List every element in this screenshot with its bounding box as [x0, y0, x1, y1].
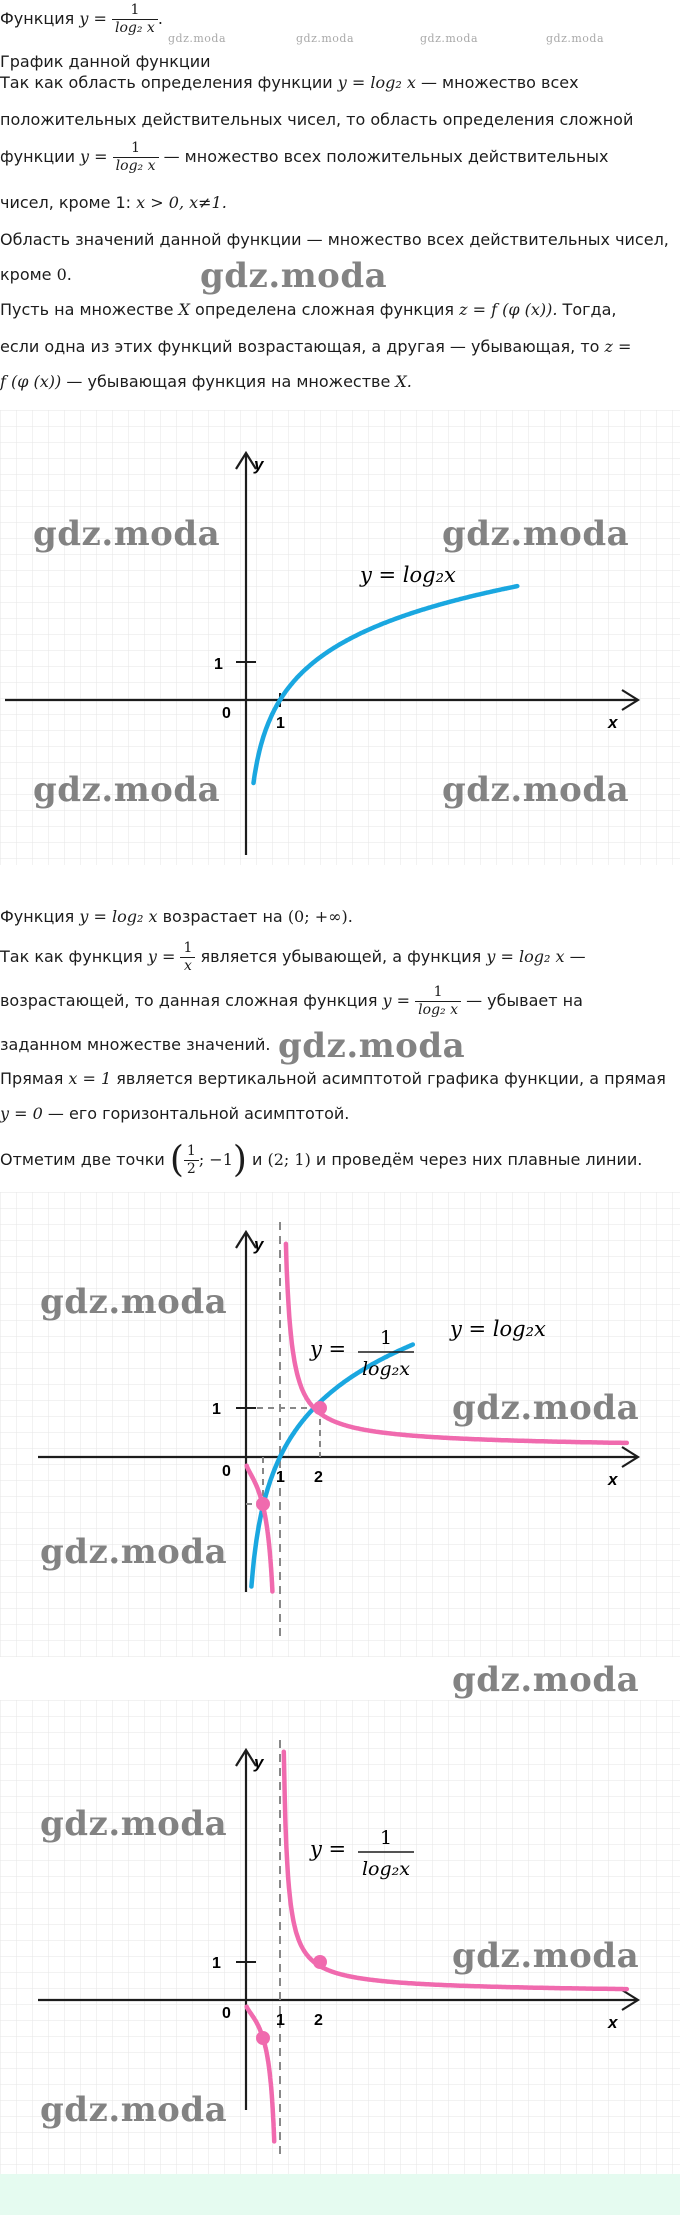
watermark: gdz.moda	[278, 1026, 466, 1066]
watermark: gdz.moda	[452, 1660, 640, 1700]
point-half-minus1	[256, 2031, 270, 2045]
watermark: gdz.moda	[40, 1804, 228, 1844]
curve-label-log: y = log₂x	[450, 1317, 546, 1341]
text-line: Прямая x = 1 является вертикальной асимптотой графика функции, а прямая	[0, 1069, 666, 1088]
watermark: gdz.moda	[442, 770, 630, 810]
reciprocal-label-num: 1	[379, 1827, 393, 1849]
text-line: заданном множестве значений.	[0, 1035, 271, 1054]
text-line: f (φ (x)) — убывающая функция на множестве X.	[0, 372, 412, 391]
curve-label-reciprocal: y =	[310, 1337, 347, 1361]
point-half-minus1	[256, 1497, 270, 1511]
watermark: gdz.moda	[452, 1936, 640, 1976]
curve-label-reciprocal: y =	[310, 1837, 347, 1861]
watermark: gdz.moda	[296, 32, 355, 45]
text-line: Отметим две точки ( $\frac{1}{2}$ ; −1) и (2; 1) и проведём через них плавные линии.	[0, 1139, 643, 1181]
text-line: Так как функция y = $\frac{1}{x}$ является убывающей, а функция y = log₂ x —	[0, 940, 586, 974]
watermark: gdz.moda	[452, 1388, 640, 1428]
point-2-1	[313, 1401, 327, 1415]
origin-label: 0	[222, 1463, 231, 1480]
graph-log2-and-reciprocal	[0, 1192, 680, 1657]
tick-label-x1: 1	[276, 1469, 285, 1486]
tick-label-y1: 1	[212, 1955, 221, 1972]
point-2-1	[313, 1955, 327, 1969]
text-line-function-def: Функция y = $\frac{1}{\text{log₂ x}}$ .	[0, 2, 163, 36]
tick-label-x1: 1	[276, 2012, 285, 2029]
reciprocal-label-den: log₂x	[361, 1858, 411, 1880]
text-line: y = 0 — его горизонтальной асимптотой.	[0, 1104, 350, 1123]
watermark: gdz.moda	[40, 2090, 228, 2130]
watermark: gdz.moda	[168, 32, 227, 45]
origin-label: 0	[222, 705, 231, 722]
graph-reciprocal	[0, 1700, 680, 2174]
x-axis-label: x	[608, 713, 618, 732]
tick-label-y1: 1	[212, 1401, 221, 1418]
curve-label-log: y = log₂x	[360, 563, 456, 587]
watermark: gdz.moda	[33, 514, 221, 554]
watermark: gdz.moda	[40, 1532, 228, 1572]
fraction: $\frac{1}{\text{log₂ x}}$	[112, 2, 158, 37]
footer-band	[0, 2174, 680, 2215]
watermark: gdz.moda	[420, 32, 479, 45]
text-line: функции y = $\frac{1}{\text{log₂ x}}$ — множество всех положительных действительных	[0, 140, 609, 174]
text-line: Область значений данной функции — множество всех действительных чисел,	[0, 230, 669, 249]
y-axis-label: y	[254, 1753, 264, 1772]
tick-label-x2: 2	[314, 1469, 323, 1486]
y-axis-label: y	[254, 455, 264, 474]
y-axis-label: y	[254, 1235, 264, 1254]
text-line: Так как область определения функции y = log₂ x — множество всех	[0, 73, 579, 92]
text-line: Пусть на множестве X определена сложная функция z = f (φ (x)). Тогда,	[0, 300, 617, 319]
text-line: положительных действительных чисел, то область определения сложной	[0, 110, 634, 129]
text-line: Функция y = log₂ x возрастает на (0; +∞).	[0, 907, 353, 926]
text-line: если одна из этих функций возрастающая, а другая — убывающая, то z =	[0, 337, 632, 356]
watermark: gdz.moda	[546, 32, 605, 45]
tick-label-x1: 1	[276, 715, 285, 732]
tick-label-x2: 2	[314, 2012, 323, 2029]
x-axis-label: x	[608, 1470, 618, 1489]
text-line: возрастающей, то данная сложная функция y = $\frac{1}{\text{log₂ x}}$ — убывает на	[0, 984, 583, 1018]
watermark: gdz.moda	[200, 256, 388, 296]
clipped-text-line: График данной функции	[0, 52, 211, 71]
watermark: gdz.moda	[40, 1282, 228, 1322]
text-line: кроме 0.	[0, 265, 72, 284]
text-line: чисел, кроме 1: x > 0, x≠1.	[0, 193, 227, 212]
x-axis-label: x	[608, 2013, 618, 2032]
graph-log2	[0, 410, 680, 865]
watermark: gdz.moda	[442, 514, 630, 554]
origin-label: 0	[222, 2005, 231, 2022]
watermark: gdz.moda	[33, 770, 221, 810]
reciprocal-label-den: log₂x	[361, 1358, 411, 1380]
reciprocal-label-num: 1	[379, 1327, 393, 1349]
tick-label-y1: 1	[214, 656, 223, 673]
